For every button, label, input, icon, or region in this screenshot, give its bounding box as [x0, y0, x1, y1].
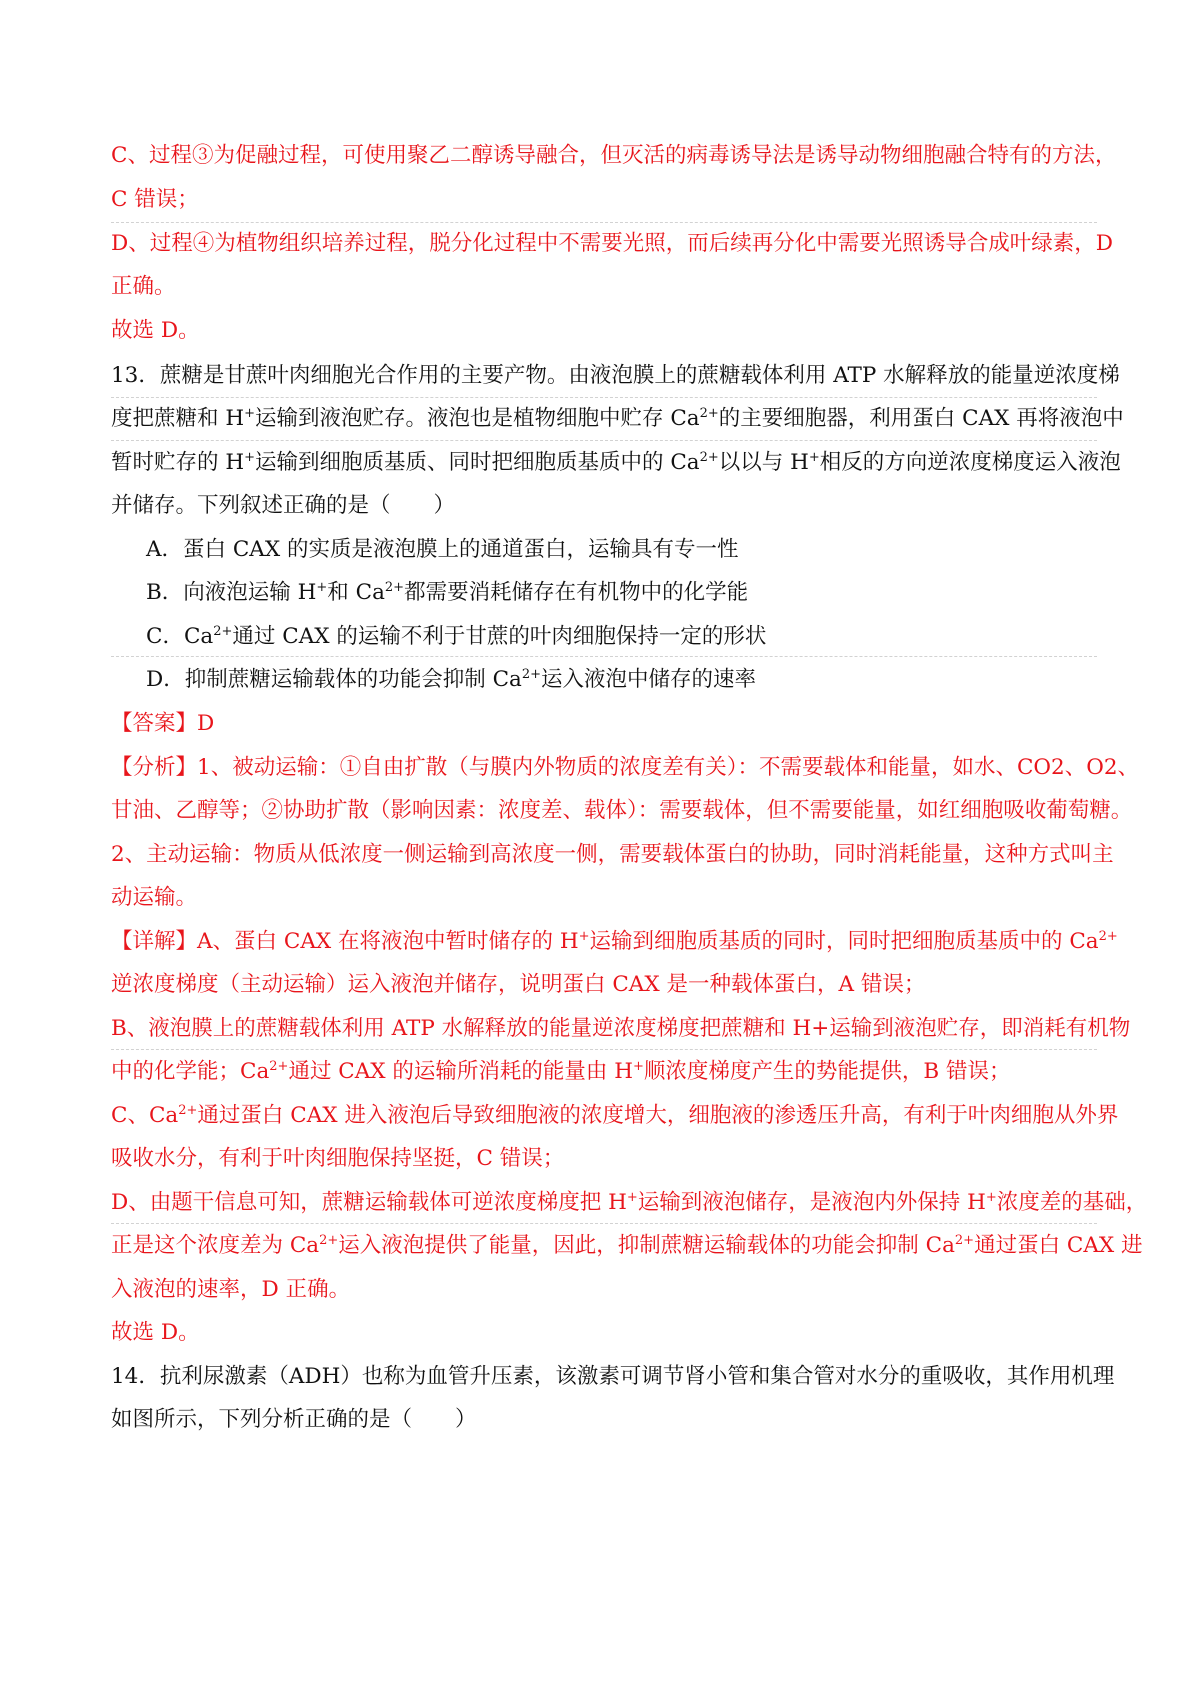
q14-stem-line2: 如图所示，下列分析正确的是（ ）: [111, 1407, 477, 1432]
q13-stem-line2: 度把蔗糖和 H+运输到液泡贮存。液泡也是植物细胞中贮存 $Ca^{2+}$的主要细胞器，利用蛋白 CAX 再将液泡中: [111, 405, 1124, 431]
q13-detail-d-line1: D、由题干信息可知，蔗糖运输载体可逆浓度梯度把 H+运输到液泡储存，是液泡内外保持 H+浓度差的基础，: [111, 1189, 1148, 1215]
q12-option-d-explanation-line2: 正确。: [111, 274, 176, 299]
q13-detail-a-line1: 【详解】A、蛋白 CAX 在将液泡中暂时储存的 H+运输到细胞质基质的同时，同时把细胞质基质中的 $Ca^{2+}$: [111, 928, 1118, 954]
q13-detail-d-line3: 入液泡的速率，D 正确。: [111, 1277, 351, 1302]
q12-conclusion: 故选 D。: [111, 318, 200, 343]
q13-detail-a-line2: 逆浓度梯度（主动运输）运入液泡并储存，说明蛋白 CAX 是一种载体蛋白，A 错误；: [111, 972, 926, 997]
q13-detail-b-line2: 中的化学能；$Ca^{2+}$通过 CAX 的运输所消耗的能量由 H+顺浓度梯度产生的势能提供，B 错误；: [111, 1058, 1011, 1084]
q13-detail-b-line1: B、液泡膜上的蔗糖载体利用 ATP 水解释放的能量逆浓度梯度把蔗糖和 H+运输到液泡贮存，即消耗有机物: [111, 1016, 1131, 1041]
q13-conclusion: 故选 D。: [111, 1320, 200, 1345]
q13-detail-c-line2: 吸收水分，有利于叶肉细胞保持坚挺，C 错误；: [111, 1146, 565, 1171]
dashed-divider: [111, 1049, 1097, 1050]
q12-option-d-explanation-line1: D、过程④为植物组织培养过程，脱分化过程中不需要光照，而后续再分化中需要光照诱导合成叶绿素，D: [111, 231, 1113, 256]
q13-analysis-line1: 【分析】1、被动运输：①自由扩散（与膜内外物质的浓度差有关）：不需要载体和能量，如水、CO2、O2、: [111, 755, 1140, 780]
dashed-divider: [111, 1223, 1097, 1224]
q13-option-c: C．$Ca^{2+}$通过 CAX 的运输不利于甘蔗的叶肉细胞保持一定的形状: [146, 623, 767, 649]
q13-stem-line3: 暂时贮存的 H+运输到细胞质基质、同时把细胞质基质中的 $Ca^{2+}$以以与 H+相反的方向逆浓度梯度运入液泡: [111, 449, 1121, 475]
q13-stem-line4: 并储存。下列叙述正确的是（ ）: [111, 493, 456, 518]
q13-stem-line1: 13．蔗糖是甘蔗叶肉细胞光合作用的主要产物。由液泡膜上的蔗糖载体利用 ATP 水解释放的能量逆浓度梯: [111, 363, 1120, 388]
dashed-divider: [111, 656, 1097, 657]
dashed-divider: [111, 222, 1097, 223]
q12-option-c-explanation-line2: C 错误；: [111, 187, 199, 212]
q13-detail-c-line1: C、$Ca^{2+}$通过蛋白 CAX 进入液泡后导致细胞液的浓度增大，细胞液的渗透压升高，有利于叶肉细胞从外界: [111, 1102, 1119, 1128]
q13-detail-d-line2: 正是这个浓度差为 $Ca^{2+}$运入液泡提供了能量，因此，抑制蔗糖运输载体的功能会抑制 $Ca^{2+}$通过蛋白 CAX 进: [111, 1232, 1143, 1258]
dashed-divider: [111, 397, 1097, 398]
dashed-divider: [111, 440, 1097, 441]
q13-option-a: A．蛋白 CAX 的实质是液泡膜上的通道蛋白，运输具有专一性: [146, 537, 739, 562]
q12-option-c-explanation-line1: C、过程③为促融过程，可使用聚乙二醇诱导融合，但灭活的病毒诱导法是诱导动物细胞融合特有的方法，: [111, 143, 1117, 168]
q14-stem-line1: 14．抗利尿激素（ADH）也称为血管升压素，该激素可调节肾小管和集合管对水分的重吸收，其作用机理: [111, 1364, 1115, 1389]
q13-answer: 【答案】D: [111, 711, 215, 736]
q13-option-b: B．向液泡运输 H+和 $Ca^{2+}$都需要消耗储存在有机物中的化学能: [146, 579, 749, 605]
q13-option-d: D．抑制蔗糖运输载体的功能会抑制 $Ca^{2+}$运入液泡中储存的速率: [146, 666, 757, 692]
q13-analysis-line3: 2、主动运输：物质从低浓度一侧运输到高浓度一侧，需要载体蛋白的协助，同时消耗能量，这种方式叫主: [111, 842, 1114, 867]
q13-analysis-line2: 甘油、乙醇等；②协助扩散（影响因素：浓度差、载体）：需要载体，但不需要能量，如红细胞吸收葡萄糖。: [111, 798, 1133, 823]
q13-analysis-line4: 动运输。: [111, 885, 198, 910]
